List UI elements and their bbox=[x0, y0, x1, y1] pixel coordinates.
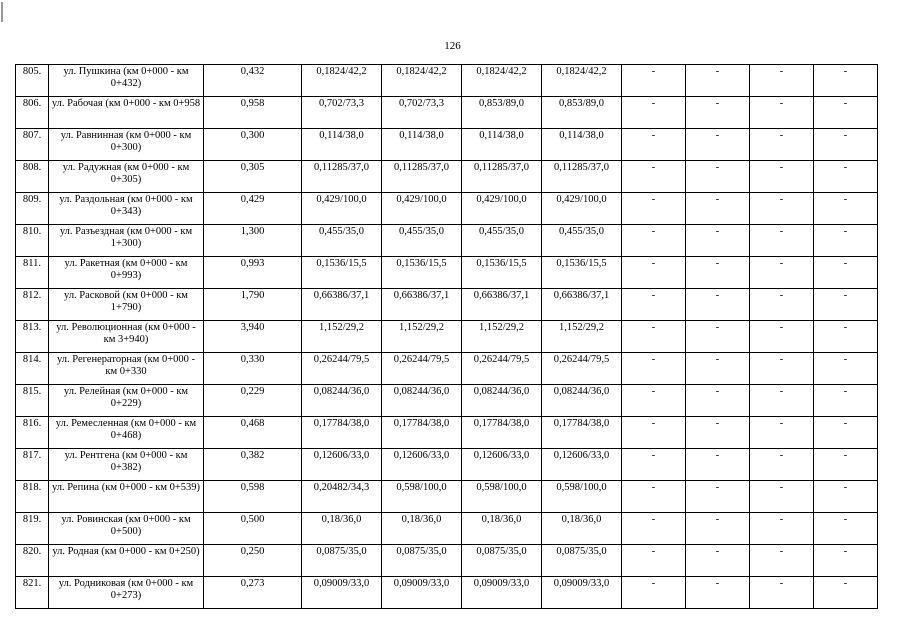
value-cell-1: 0,11285/37,0 bbox=[302, 161, 382, 193]
value-cell-4: 0,0875/35,0 bbox=[542, 545, 622, 577]
value-cell-3: 0,09009/33,0 bbox=[462, 577, 542, 609]
dash-cell-3: - bbox=[750, 257, 814, 289]
length-cell: 0,468 bbox=[204, 417, 302, 449]
dash-cell-4: - bbox=[814, 193, 878, 225]
street-name-cell: ул. Расковой (км 0+000 - км 1+790) bbox=[49, 289, 204, 321]
street-name-cell: ул. Ремесленная (км 0+000 - км 0+468) bbox=[49, 417, 204, 449]
dash-cell-1: - bbox=[622, 449, 686, 481]
value-cell-1: 0,455/35,0 bbox=[302, 225, 382, 257]
value-cell-2: 1,152/29,2 bbox=[382, 321, 462, 353]
dash-cell-4: - bbox=[814, 65, 878, 97]
row-number-cell: 814. bbox=[16, 353, 49, 385]
value-cell-2: 0,429/100,0 bbox=[382, 193, 462, 225]
value-cell-3: 0,114/38,0 bbox=[462, 129, 542, 161]
length-cell: 0,429 bbox=[204, 193, 302, 225]
value-cell-3: 1,152/29,2 bbox=[462, 321, 542, 353]
table-body bbox=[16, 65, 878, 609]
value-cell-2: 0,66386/37,1 bbox=[382, 289, 462, 321]
row-number-cell: 805. bbox=[16, 65, 49, 97]
dash-cell-1: - bbox=[622, 289, 686, 321]
street-name-cell: ул. Релейная (км 0+000 - км 0+229) bbox=[49, 385, 204, 417]
dash-cell-3: - bbox=[750, 225, 814, 257]
value-cell-2: 0,598/100,0 bbox=[382, 481, 462, 513]
value-cell-1: 0,20482/34,3 bbox=[302, 481, 382, 513]
margin-mark bbox=[1, 2, 3, 22]
row-number-cell: 809. bbox=[16, 193, 49, 225]
dash-cell-1: - bbox=[622, 321, 686, 353]
dash-cell-4: - bbox=[814, 449, 878, 481]
value-cell-3: 0,429/100,0 bbox=[462, 193, 542, 225]
table-row bbox=[16, 225, 878, 257]
length-cell: 0,958 bbox=[204, 97, 302, 129]
dash-cell-3: - bbox=[750, 545, 814, 577]
dash-cell-3: - bbox=[750, 321, 814, 353]
dash-cell-4: - bbox=[814, 417, 878, 449]
street-name-cell: ул. Родная (км 0+000 - км 0+250) bbox=[49, 545, 204, 577]
street-name-cell: ул. Рентгена (км 0+000 - км 0+382) bbox=[49, 449, 204, 481]
length-cell: 3,940 bbox=[204, 321, 302, 353]
value-cell-1: 0,1824/42,2 bbox=[302, 65, 382, 97]
row-number-cell: 815. bbox=[16, 385, 49, 417]
table-row bbox=[16, 513, 878, 545]
value-cell-2: 0,26244/79,5 bbox=[382, 353, 462, 385]
value-cell-1: 0,17784/38,0 bbox=[302, 417, 382, 449]
length-cell: 0,273 bbox=[204, 577, 302, 609]
value-cell-4: 0,08244/36,0 bbox=[542, 385, 622, 417]
value-cell-4: 0,455/35,0 bbox=[542, 225, 622, 257]
length-cell: 0,500 bbox=[204, 513, 302, 545]
value-cell-4: 0,114/38,0 bbox=[542, 129, 622, 161]
value-cell-1: 1,152/29,2 bbox=[302, 321, 382, 353]
length-cell: 0,598 bbox=[204, 481, 302, 513]
row-number-cell: 810. bbox=[16, 225, 49, 257]
dash-cell-4: - bbox=[814, 545, 878, 577]
dash-cell-2: - bbox=[686, 193, 750, 225]
table-row bbox=[16, 481, 878, 513]
dash-cell-3: - bbox=[750, 353, 814, 385]
value-cell-4: 0,429/100,0 bbox=[542, 193, 622, 225]
dash-cell-2: - bbox=[686, 225, 750, 257]
table-row bbox=[16, 545, 878, 577]
row-number-cell: 817. bbox=[16, 449, 49, 481]
dash-cell-1: - bbox=[622, 225, 686, 257]
length-cell: 0,432 bbox=[204, 65, 302, 97]
value-cell-1: 0,09009/33,0 bbox=[302, 577, 382, 609]
value-cell-3: 0,66386/37,1 bbox=[462, 289, 542, 321]
value-cell-1: 0,702/73,3 bbox=[302, 97, 382, 129]
row-number-cell: 812. bbox=[16, 289, 49, 321]
value-cell-3: 0,1536/15,5 bbox=[462, 257, 542, 289]
value-cell-3: 0,11285/37,0 bbox=[462, 161, 542, 193]
street-name-cell: ул. Родниковая (км 0+000 - км 0+273) bbox=[49, 577, 204, 609]
value-cell-2: 0,11285/37,0 bbox=[382, 161, 462, 193]
table-row bbox=[16, 321, 878, 353]
value-cell-3: 0,0875/35,0 bbox=[462, 545, 542, 577]
value-cell-4: 0,1824/42,2 bbox=[542, 65, 622, 97]
length-cell: 0,330 bbox=[204, 353, 302, 385]
value-cell-4: 1,152/29,2 bbox=[542, 321, 622, 353]
row-number-cell: 811. bbox=[16, 257, 49, 289]
dash-cell-1: - bbox=[622, 385, 686, 417]
row-number-cell: 821. bbox=[16, 577, 49, 609]
row-number-cell: 819. bbox=[16, 513, 49, 545]
length-cell: 0,300 bbox=[204, 129, 302, 161]
dash-cell-4: - bbox=[814, 353, 878, 385]
dash-cell-2: - bbox=[686, 321, 750, 353]
value-cell-4: 0,18/36,0 bbox=[542, 513, 622, 545]
dash-cell-2: - bbox=[686, 129, 750, 161]
street-name-cell: ул. Рабочая (км 0+000 - км 0+958 bbox=[49, 97, 204, 129]
length-cell: 0,250 bbox=[204, 545, 302, 577]
dash-cell-4: - bbox=[814, 513, 878, 545]
dash-cell-1: - bbox=[622, 481, 686, 513]
dash-cell-2: - bbox=[686, 385, 750, 417]
value-cell-4: 0,09009/33,0 bbox=[542, 577, 622, 609]
dash-cell-3: - bbox=[750, 481, 814, 513]
street-name-cell: ул. Революционная (км 0+000 - км 3+940) bbox=[49, 321, 204, 353]
street-name-cell: ул. Разъездная (км 0+000 - км 1+300) bbox=[49, 225, 204, 257]
value-cell-4: 0,17784/38,0 bbox=[542, 417, 622, 449]
table-row bbox=[16, 161, 878, 193]
street-name-cell: ул. Ровинская (км 0+000 - км 0+500) bbox=[49, 513, 204, 545]
row-number-cell: 820. bbox=[16, 545, 49, 577]
dash-cell-3: - bbox=[750, 417, 814, 449]
street-name-cell: ул. Ракетная (км 0+000 - км 0+993) bbox=[49, 257, 204, 289]
value-cell-3: 0,12606/33,0 bbox=[462, 449, 542, 481]
dash-cell-2: - bbox=[686, 353, 750, 385]
dash-cell-4: - bbox=[814, 385, 878, 417]
value-cell-4: 0,12606/33,0 bbox=[542, 449, 622, 481]
length-cell: 1,790 bbox=[204, 289, 302, 321]
dash-cell-3: - bbox=[750, 577, 814, 609]
value-cell-1: 0,1536/15,5 bbox=[302, 257, 382, 289]
dash-cell-4: - bbox=[814, 481, 878, 513]
value-cell-2: 0,455/35,0 bbox=[382, 225, 462, 257]
value-cell-3: 0,853/89,0 bbox=[462, 97, 542, 129]
value-cell-2: 0,17784/38,0 bbox=[382, 417, 462, 449]
table-row bbox=[16, 193, 878, 225]
row-number-cell: 806. bbox=[16, 97, 49, 129]
dash-cell-1: - bbox=[622, 257, 686, 289]
dash-cell-2: - bbox=[686, 257, 750, 289]
value-cell-2: 0,0875/35,0 bbox=[382, 545, 462, 577]
table-row bbox=[16, 97, 878, 129]
dash-cell-3: - bbox=[750, 161, 814, 193]
value-cell-3: 0,08244/36,0 bbox=[462, 385, 542, 417]
value-cell-1: 0,26244/79,5 bbox=[302, 353, 382, 385]
table-row bbox=[16, 385, 878, 417]
street-name-cell: ул. Раздольная (км 0+000 - км 0+343) bbox=[49, 193, 204, 225]
table-row bbox=[16, 353, 878, 385]
dash-cell-3: - bbox=[750, 97, 814, 129]
dash-cell-4: - bbox=[814, 321, 878, 353]
dash-cell-2: - bbox=[686, 65, 750, 97]
length-cell: 0,382 bbox=[204, 449, 302, 481]
dash-cell-2: - bbox=[686, 289, 750, 321]
dash-cell-1: - bbox=[622, 513, 686, 545]
dash-cell-4: - bbox=[814, 161, 878, 193]
value-cell-2: 0,114/38,0 bbox=[382, 129, 462, 161]
street-name-cell: ул. Репина (км 0+000 - км 0+539) bbox=[49, 481, 204, 513]
table-row bbox=[16, 257, 878, 289]
value-cell-1: 0,114/38,0 bbox=[302, 129, 382, 161]
value-cell-4: 0,1536/15,5 bbox=[542, 257, 622, 289]
street-name-cell: ул. Пушкина (км 0+000 - км 0+432) bbox=[49, 65, 204, 97]
dash-cell-2: - bbox=[686, 577, 750, 609]
dash-cell-4: - bbox=[814, 289, 878, 321]
value-cell-1: 0,08244/36,0 bbox=[302, 385, 382, 417]
dash-cell-2: - bbox=[686, 545, 750, 577]
value-cell-2: 0,08244/36,0 bbox=[382, 385, 462, 417]
dash-cell-1: - bbox=[622, 353, 686, 385]
value-cell-1: 0,429/100,0 bbox=[302, 193, 382, 225]
value-cell-4: 0,26244/79,5 bbox=[542, 353, 622, 385]
dash-cell-2: - bbox=[686, 513, 750, 545]
value-cell-3: 0,455/35,0 bbox=[462, 225, 542, 257]
value-cell-2: 0,18/36,0 bbox=[382, 513, 462, 545]
row-number-cell: 818. bbox=[16, 481, 49, 513]
dash-cell-3: - bbox=[750, 129, 814, 161]
value-cell-4: 0,853/89,0 bbox=[542, 97, 622, 129]
value-cell-3: 0,26244/79,5 bbox=[462, 353, 542, 385]
dash-cell-3: - bbox=[750, 289, 814, 321]
value-cell-3: 0,18/36,0 bbox=[462, 513, 542, 545]
value-cell-2: 0,702/73,3 bbox=[382, 97, 462, 129]
value-cell-2: 0,12606/33,0 bbox=[382, 449, 462, 481]
table-row bbox=[16, 417, 878, 449]
dash-cell-2: - bbox=[686, 97, 750, 129]
dash-cell-4: - bbox=[814, 225, 878, 257]
value-cell-4: 0,11285/37,0 bbox=[542, 161, 622, 193]
dash-cell-3: - bbox=[750, 65, 814, 97]
row-number-cell: 813. bbox=[16, 321, 49, 353]
dash-cell-1: - bbox=[622, 193, 686, 225]
value-cell-1: 0,66386/37,1 bbox=[302, 289, 382, 321]
dash-cell-3: - bbox=[750, 513, 814, 545]
value-cell-4: 0,598/100,0 bbox=[542, 481, 622, 513]
dash-cell-4: - bbox=[814, 129, 878, 161]
table-row bbox=[16, 129, 878, 161]
length-cell: 0,305 bbox=[204, 161, 302, 193]
dash-cell-1: - bbox=[622, 97, 686, 129]
table-row bbox=[16, 449, 878, 481]
value-cell-1: 0,0875/35,0 bbox=[302, 545, 382, 577]
row-number-cell: 807. bbox=[16, 129, 49, 161]
dash-cell-2: - bbox=[686, 481, 750, 513]
dash-cell-3: - bbox=[750, 193, 814, 225]
page-number: 126 bbox=[444, 40, 461, 52]
dash-cell-4: - bbox=[814, 97, 878, 129]
dash-cell-3: - bbox=[750, 385, 814, 417]
dash-cell-3: - bbox=[750, 449, 814, 481]
street-name-cell: ул. Радужная (км 0+000 - км 0+305) bbox=[49, 161, 204, 193]
value-cell-2: 0,1536/15,5 bbox=[382, 257, 462, 289]
dash-cell-1: - bbox=[622, 129, 686, 161]
length-cell: 1,300 bbox=[204, 225, 302, 257]
roads-table bbox=[15, 64, 878, 609]
dash-cell-4: - bbox=[814, 577, 878, 609]
value-cell-2: 0,1824/42,2 bbox=[382, 65, 462, 97]
value-cell-1: 0,12606/33,0 bbox=[302, 449, 382, 481]
dash-cell-2: - bbox=[686, 417, 750, 449]
value-cell-3: 0,17784/38,0 bbox=[462, 417, 542, 449]
dash-cell-1: - bbox=[622, 65, 686, 97]
dash-cell-2: - bbox=[686, 449, 750, 481]
dash-cell-1: - bbox=[622, 161, 686, 193]
row-number-cell: 816. bbox=[16, 417, 49, 449]
length-cell: 0,229 bbox=[204, 385, 302, 417]
street-name-cell: ул. Равнинная (км 0+000 - км 0+300) bbox=[49, 129, 204, 161]
length-cell: 0,993 bbox=[204, 257, 302, 289]
dash-cell-1: - bbox=[622, 545, 686, 577]
street-name-cell: ул. Регенераторная (км 0+000 - км 0+330 bbox=[49, 353, 204, 385]
row-number-cell: 808. bbox=[16, 161, 49, 193]
table-row bbox=[16, 289, 878, 321]
value-cell-3: 0,598/100,0 bbox=[462, 481, 542, 513]
dash-cell-4: - bbox=[814, 257, 878, 289]
dash-cell-1: - bbox=[622, 577, 686, 609]
table-row bbox=[16, 577, 878, 609]
value-cell-3: 0,1824/42,2 bbox=[462, 65, 542, 97]
table-row bbox=[16, 65, 878, 97]
value-cell-4: 0,66386/37,1 bbox=[542, 289, 622, 321]
dash-cell-2: - bbox=[686, 161, 750, 193]
value-cell-2: 0,09009/33,0 bbox=[382, 577, 462, 609]
value-cell-1: 0,18/36,0 bbox=[302, 513, 382, 545]
dash-cell-1: - bbox=[622, 417, 686, 449]
